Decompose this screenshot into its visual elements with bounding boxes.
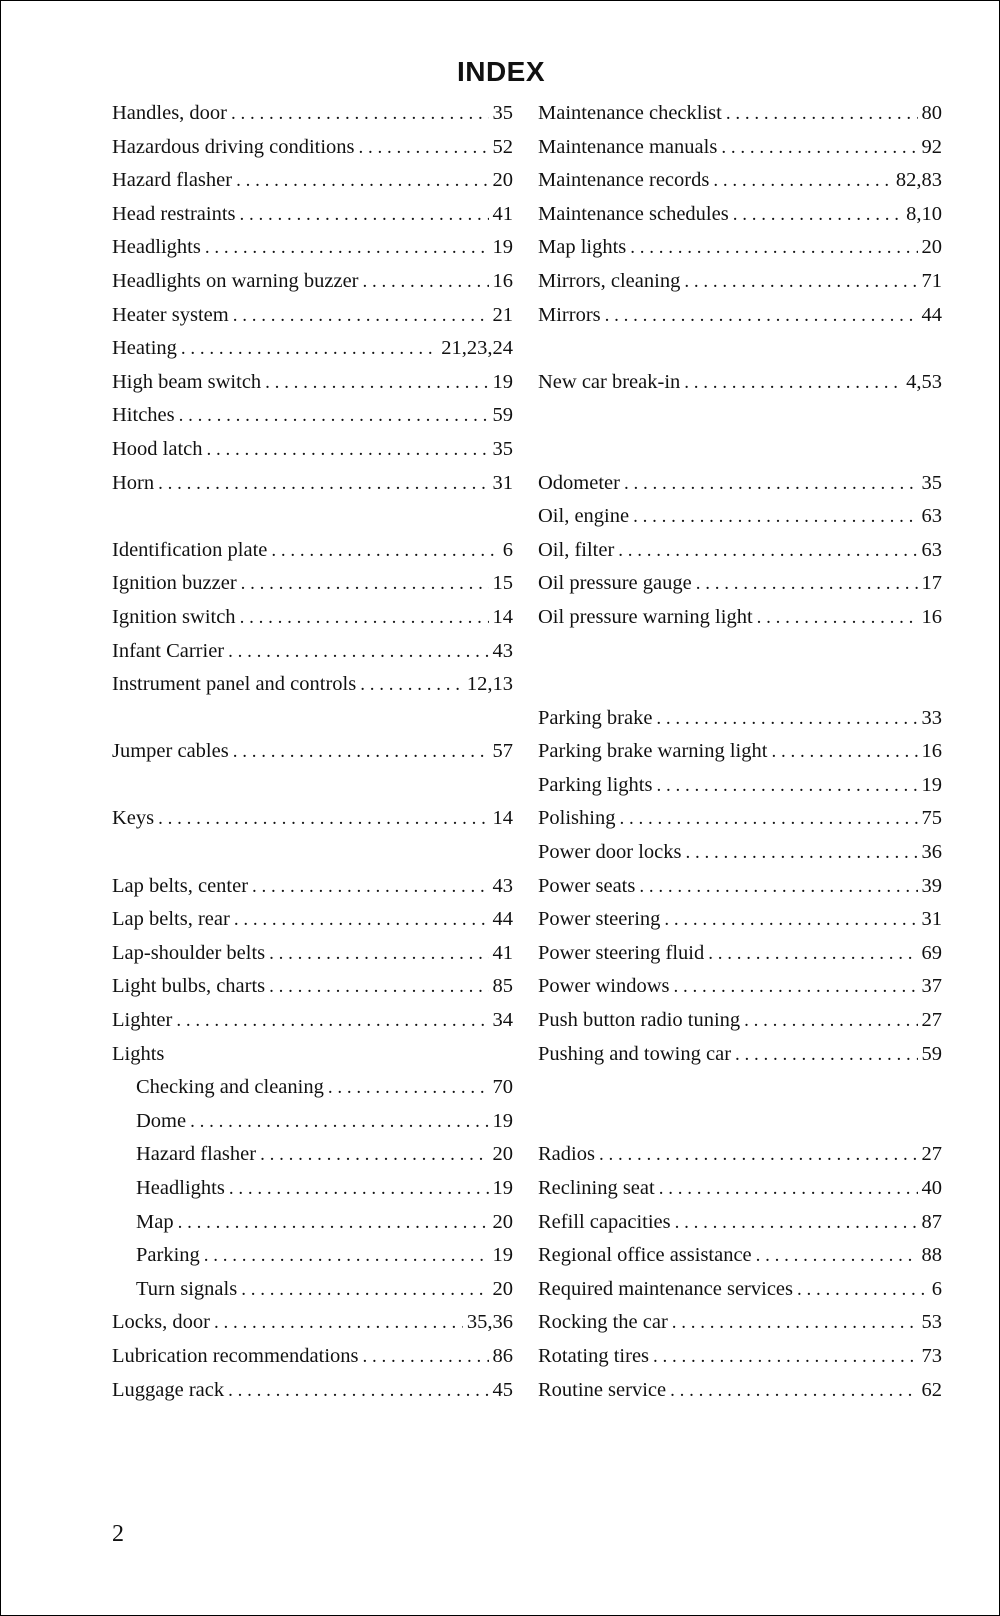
entry-page-ref: 87 — [921, 1210, 942, 1233]
index-entry — [112, 136, 513, 170]
index-entry — [538, 472, 942, 506]
entry-label: Hazard flasher — [136, 1143, 257, 1166]
dot-leader — [214, 1312, 463, 1334]
entry-label: Pushing and towing car — [538, 1042, 732, 1065]
dot-leader — [265, 372, 488, 394]
dot-leader — [158, 473, 488, 495]
entry-page-ref: 71 — [921, 269, 942, 292]
index-entry — [538, 1311, 942, 1345]
index-spacer — [538, 1110, 942, 1144]
index-entry — [538, 505, 942, 539]
dot-leader — [178, 1212, 489, 1234]
entry-label: Horn — [112, 471, 155, 494]
entry-page-ref: 6 — [502, 538, 513, 561]
index-subentry — [112, 1143, 513, 1177]
entry-page-ref: 21 — [492, 303, 513, 326]
entry-page-ref: 59 — [921, 1042, 942, 1065]
index-entry — [112, 908, 513, 942]
dot-leader — [685, 842, 917, 864]
index-spacer — [538, 673, 942, 707]
entry-label: Required maintenance services — [538, 1277, 793, 1300]
entry-label: Power seats — [538, 874, 636, 897]
entry-label: New car break-in — [538, 370, 681, 393]
dot-leader — [205, 237, 489, 259]
index-spacer — [112, 841, 513, 875]
entry-page-ref: 19 — [921, 773, 942, 796]
entry-page-ref: 41 — [492, 202, 513, 225]
dot-leader — [757, 607, 918, 629]
entry-label: Heater system — [112, 303, 229, 326]
dot-leader — [633, 506, 917, 528]
entry-page-ref: 75 — [921, 807, 942, 830]
dot-leader — [675, 1212, 918, 1234]
entry-page-ref: 80 — [921, 102, 942, 124]
dot-leader — [624, 473, 918, 495]
entry-page-ref: 35 — [492, 437, 513, 460]
index-entry — [538, 1345, 942, 1379]
entry-label: Identification plate — [112, 538, 268, 561]
index-entry — [112, 572, 513, 606]
entry-label: Ignition switch — [112, 605, 236, 628]
index-entry — [112, 304, 513, 338]
dot-leader — [721, 137, 917, 159]
index-entry — [112, 236, 513, 270]
entry-label: Headlights — [112, 236, 201, 259]
dot-leader — [190, 1111, 488, 1133]
entry-page-ref: 36 — [921, 841, 942, 864]
index-entry — [538, 270, 942, 304]
entry-page-ref: 44 — [492, 908, 513, 931]
entry-label: Headlights — [136, 1177, 225, 1199]
entry-page-ref: 63 — [921, 505, 942, 528]
entry-label: Maintenance schedules — [538, 202, 729, 225]
entry-page-ref: 20 — [492, 1277, 513, 1300]
entry-label: Rotating tires — [538, 1344, 650, 1367]
index-entry — [538, 1043, 942, 1077]
entry-label: Keys — [112, 807, 155, 830]
entry-label: Light bulbs, charts — [112, 975, 266, 998]
dot-leader — [656, 775, 917, 797]
dot-leader — [363, 271, 489, 293]
entry-label: Instrument panel and controls — [112, 673, 357, 696]
entry-page-ref: 19 — [492, 370, 513, 393]
index-entry — [538, 841, 942, 875]
entry-page-ref: 69 — [921, 941, 942, 964]
entry-label: Infant Carrier — [112, 639, 225, 662]
entry-label: Heating — [112, 337, 177, 360]
dot-leader — [708, 943, 917, 965]
entry-label: Oil, filter — [538, 538, 615, 561]
dot-leader — [176, 1010, 488, 1032]
dot-leader — [605, 305, 918, 327]
index-entry — [112, 270, 513, 304]
dot-leader — [672, 1312, 918, 1334]
page-title: INDEX — [456, 56, 546, 87]
index-entry — [538, 1211, 942, 1245]
dot-leader — [240, 204, 489, 226]
entry-label: Radios — [538, 1143, 595, 1166]
entry-page-ref: 15 — [492, 572, 513, 595]
entry-page-ref: 37 — [921, 975, 942, 998]
dot-leader — [696, 573, 918, 595]
dot-leader — [599, 1144, 918, 1166]
entry-page-ref: 20 — [492, 1143, 513, 1166]
index-subentry — [112, 1244, 513, 1278]
index-spacer — [112, 774, 513, 808]
entry-label: Locks, door — [112, 1311, 210, 1334]
index-entry — [538, 707, 942, 741]
entry-page-ref: 19 — [492, 1109, 513, 1132]
dot-leader — [639, 876, 917, 898]
entry-label: Hazard flasher — [112, 169, 233, 192]
index-spacer — [538, 1076, 942, 1110]
entry-label: Reclining seat — [538, 1177, 655, 1199]
entry-page-ref: 20 — [492, 1210, 513, 1233]
index-entry — [112, 807, 513, 841]
index-entry — [538, 1177, 942, 1211]
index-entry — [112, 875, 513, 909]
entry-page-ref: 20 — [492, 169, 513, 192]
entry-page-ref: 19 — [492, 236, 513, 259]
dot-leader — [233, 305, 489, 327]
index-entry — [112, 102, 513, 136]
dot-leader — [228, 641, 488, 663]
index-entry — [538, 203, 942, 237]
index-entry — [538, 539, 942, 573]
entry-label: Maintenance manuals — [538, 135, 718, 158]
index-entry — [538, 774, 942, 808]
entry-page-ref: 34 — [492, 1009, 513, 1032]
index-entry — [538, 236, 942, 270]
index-entry — [538, 371, 942, 405]
index-entry — [112, 337, 513, 371]
index-entry — [538, 942, 942, 976]
entry-page-ref: 53 — [921, 1311, 942, 1334]
dot-leader — [233, 741, 489, 763]
index-spacer — [112, 505, 513, 539]
entry-label: Checking and cleaning — [136, 1076, 324, 1099]
entry-page-ref: 14 — [492, 807, 513, 830]
index-heading — [112, 1043, 513, 1077]
entry-label: Dome — [136, 1109, 187, 1132]
entry-label: Oil pressure warning light — [538, 605, 753, 628]
entry-page-ref: 57 — [492, 740, 513, 763]
dot-leader — [659, 1178, 918, 1200]
dot-leader — [234, 909, 489, 931]
entry-page-ref: 73 — [921, 1344, 942, 1367]
entry-label: Turn signals — [136, 1277, 238, 1300]
entry-page-ref: 86 — [492, 1344, 513, 1367]
entry-label: Parking lights — [538, 773, 653, 796]
dot-leader — [229, 1178, 489, 1200]
dot-leader — [664, 909, 917, 931]
dot-leader — [744, 1010, 917, 1032]
index-entry — [538, 169, 942, 203]
dot-leader — [713, 170, 892, 192]
index-entry — [112, 539, 513, 573]
entry-page-ref: 35,36 — [466, 1311, 513, 1334]
entry-page-ref: 16 — [921, 740, 942, 763]
index-entry — [538, 908, 942, 942]
entry-page-ref: 62 — [921, 1378, 942, 1401]
index-entry — [112, 371, 513, 405]
entry-label: Parking brake — [538, 706, 653, 729]
entry-page-ref: 17 — [921, 572, 942, 595]
index-entry — [538, 136, 942, 170]
dot-leader — [228, 1380, 488, 1402]
dot-leader — [630, 237, 917, 259]
entry-page-ref: 35 — [921, 471, 942, 494]
entry-page-ref: 20 — [921, 236, 942, 259]
index-entry — [112, 673, 513, 707]
entry-page-ref: 16 — [921, 605, 942, 628]
index-entry — [112, 1009, 513, 1043]
entry-label: Oil, engine — [538, 505, 630, 528]
entry-label: Lighter — [112, 1009, 173, 1032]
entry-page-ref: 45 — [492, 1378, 513, 1401]
entry-page-ref: 12,13 — [466, 673, 513, 696]
entry-label: Routine service — [538, 1378, 667, 1401]
entry-page-ref: 82,83 — [895, 169, 942, 192]
entry-label: Maintenance checklist — [538, 102, 722, 124]
entry-label: Rocking the car — [538, 1311, 668, 1334]
dot-leader — [656, 708, 917, 730]
entry-label: Map lights — [538, 236, 627, 259]
dot-leader — [360, 674, 463, 696]
entry-label: Maintenance records — [538, 169, 710, 192]
entry-label: Headlights on warning buzzer — [112, 269, 359, 292]
dot-leader — [252, 876, 488, 898]
index-subentry — [112, 1076, 513, 1110]
index-entry — [538, 1244, 942, 1278]
entry-page-ref: 59 — [492, 404, 513, 427]
dot-leader — [619, 808, 917, 830]
dot-leader — [271, 540, 498, 562]
entry-page-ref: 39 — [921, 874, 942, 897]
index-entry — [112, 640, 513, 674]
entry-label: Hitches — [112, 404, 175, 427]
index-entry — [538, 807, 942, 841]
index-column-right — [538, 102, 942, 1412]
dot-leader — [726, 103, 918, 125]
index-subentry — [112, 1211, 513, 1245]
index-entry — [112, 169, 513, 203]
page-number: 2 — [112, 1521, 124, 1547]
entry-label: Lap-shoulder belts — [112, 941, 266, 964]
entry-label: Odometer — [538, 471, 620, 494]
entry-page-ref: 70 — [492, 1076, 513, 1099]
entry-label: Push button radio tuning — [538, 1009, 741, 1032]
dot-leader — [158, 808, 488, 830]
dot-leader — [653, 1346, 917, 1368]
entry-page-ref: 27 — [921, 1009, 942, 1032]
dot-leader — [207, 439, 489, 461]
entry-label: Mirrors, cleaning — [538, 269, 681, 292]
entry-label: Hood latch — [112, 437, 203, 460]
entry-page-ref: 8,10 — [906, 202, 942, 225]
index-entry — [538, 606, 942, 640]
entry-label: Oil pressure gauge — [538, 572, 692, 595]
index-entry — [112, 203, 513, 237]
entry-page-ref: 19 — [492, 1177, 513, 1199]
entry-page-ref: 92 — [921, 135, 942, 158]
dot-leader — [797, 1279, 928, 1301]
index-subentry — [112, 1110, 513, 1144]
dot-leader — [756, 1245, 918, 1267]
entry-page-ref: 14 — [492, 605, 513, 628]
dot-leader — [359, 137, 489, 159]
dot-leader — [735, 1044, 917, 1066]
index-spacer — [538, 404, 942, 438]
entry-label: Refill capacities — [538, 1210, 671, 1233]
entry-label: Regional office assistance — [538, 1244, 752, 1267]
index-entry — [538, 572, 942, 606]
entry-page-ref: 31 — [492, 471, 513, 494]
entry-label: Lubrication recommendations — [112, 1344, 359, 1367]
entry-label: Lap belts, center — [112, 874, 249, 897]
dot-leader — [771, 741, 917, 763]
entry-page-ref: 4,53 — [906, 370, 942, 393]
entry-page-ref: 41 — [492, 941, 513, 964]
dot-leader — [328, 1077, 489, 1099]
dot-leader — [670, 1380, 917, 1402]
index-entry — [538, 1379, 942, 1413]
index-entry — [112, 438, 513, 472]
entry-page-ref: 43 — [492, 639, 513, 662]
index-entry — [538, 975, 942, 1009]
index-subentry — [112, 1278, 513, 1312]
index-entry — [538, 1009, 942, 1043]
entry-label: Parking brake warning light — [538, 740, 768, 763]
index-entry — [112, 942, 513, 976]
entry-page-ref: 19 — [492, 1244, 513, 1267]
dot-leader — [269, 976, 488, 998]
dot-leader — [269, 943, 488, 965]
index-entry — [112, 472, 513, 506]
index-entry — [112, 606, 513, 640]
index-spacer — [538, 640, 942, 674]
dot-leader — [241, 1279, 488, 1301]
dot-leader — [684, 271, 917, 293]
entry-label: Power windows — [538, 975, 670, 998]
entry-page-ref: 40 — [921, 1177, 942, 1199]
entry-label: Luggage rack — [112, 1378, 225, 1401]
dot-leader — [231, 103, 488, 125]
index-entry — [112, 404, 513, 438]
entry-page-ref: 85 — [492, 975, 513, 998]
index-column-left — [112, 102, 513, 1412]
index-entry — [112, 740, 513, 774]
index-entry — [112, 1311, 513, 1345]
dot-leader — [179, 405, 489, 427]
entry-page-ref: 43 — [492, 874, 513, 897]
index-subentry — [112, 1177, 513, 1211]
dot-leader — [260, 1144, 488, 1166]
entry-page-ref: 6 — [931, 1277, 942, 1300]
entry-page-ref: 31 — [921, 908, 942, 931]
index-entry — [538, 304, 942, 338]
index-entry — [538, 102, 942, 136]
entry-page-ref: 52 — [492, 135, 513, 158]
entry-page-ref: 33 — [921, 706, 942, 729]
entry-page-ref: 35 — [492, 102, 513, 124]
index-entry — [538, 1278, 942, 1312]
index-entry — [538, 1143, 942, 1177]
index-spacer — [538, 438, 942, 472]
entry-page-ref: 44 — [921, 303, 942, 326]
entry-page-ref: 88 — [921, 1244, 942, 1267]
entry-label: Handles, door — [112, 102, 228, 124]
dot-leader — [236, 170, 488, 192]
index-entry — [538, 740, 942, 774]
entry-label: High beam switch — [112, 370, 262, 393]
entry-label: Ignition buzzer — [112, 572, 237, 595]
entry-label: Parking — [136, 1244, 200, 1267]
entry-label: Lap belts, rear — [112, 908, 230, 931]
dot-leader — [240, 607, 489, 629]
entry-label: Map — [136, 1210, 174, 1233]
entry-page-ref: 27 — [921, 1143, 942, 1166]
index-entry — [112, 1345, 513, 1379]
dot-leader — [674, 976, 918, 998]
entry-label: Head restraints — [112, 202, 236, 225]
dot-leader — [204, 1245, 489, 1267]
index-spacer — [538, 337, 942, 371]
index-entry — [112, 975, 513, 1009]
index-entry — [538, 875, 942, 909]
entry-label: Power steering fluid — [538, 941, 705, 964]
dot-leader — [618, 540, 917, 562]
index-entry — [112, 1379, 513, 1413]
entry-label: Power steering — [538, 908, 661, 931]
dot-leader — [363, 1346, 489, 1368]
dot-leader — [684, 372, 902, 394]
dot-leader — [733, 204, 902, 226]
entry-page-ref: 16 — [492, 269, 513, 292]
entry-label: Lights — [112, 1042, 165, 1065]
entry-label: Mirrors — [538, 303, 601, 326]
entry-label: Polishing — [538, 807, 616, 830]
entry-label: Hazardous driving conditions — [112, 135, 355, 158]
entry-label: Jumper cables — [112, 740, 229, 763]
dot-leader — [181, 338, 437, 360]
entry-label: Power door locks — [538, 841, 682, 864]
index-spacer — [112, 707, 513, 741]
dot-leader — [241, 573, 489, 595]
entry-page-ref: 63 — [921, 538, 942, 561]
entry-page-ref: 21,23,24 — [441, 337, 513, 360]
